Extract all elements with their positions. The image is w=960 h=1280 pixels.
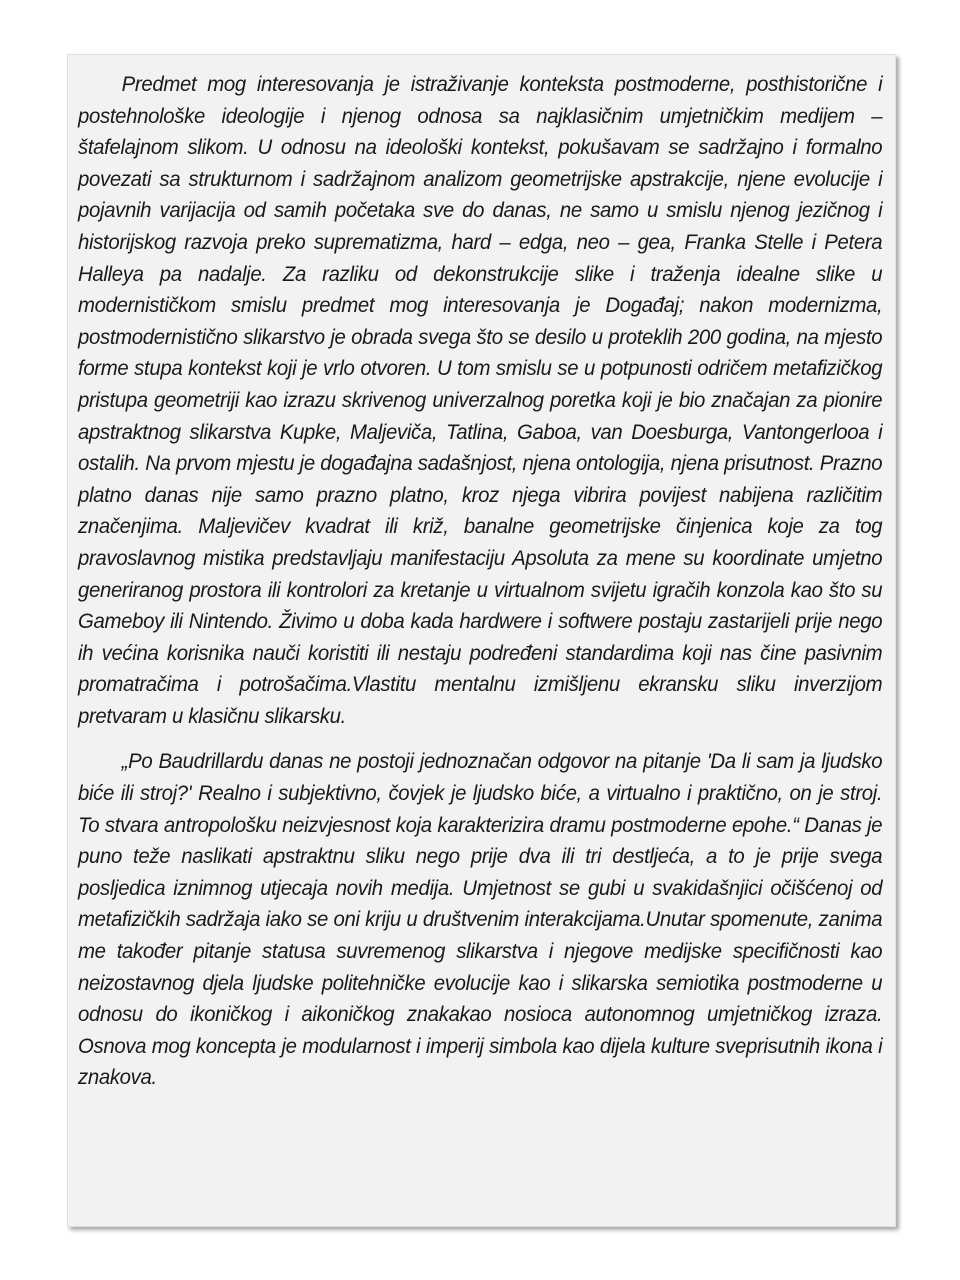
paragraph-1: Predmet mog interesovanja je istraživanje konteksta postmoderne, posthistorične i postehnološke ideologije i njenog odnosa sa najklasičnim umjetničkim medijem – štafelajnom slikom. U odnosu na ideološki kontekst, pokušavam se sadržajno i formalno povezati sa strukturnom i sadržajnom analizom geometrijske apstrakcije, njene evolucije i pojavnih varijacija od samih početaka sve do danas, ne samo u smislu njenog jezičnog i historijskog razvoja preko suprematizma, hard – edga, neo – gea, Franka Stelle i Petera Halleya pa nadalje. Za razliku od dekonstrukcije slike i traženja idealne slike u modernističkom smislu predmet mog interesovanja je Događaj; nakon modernizma, postmodernistično slikarstvo je obrada svega što se desilo u proteklih 200 godina, na mjesto forme stupa kontekst koji je vrlo otvoren. U tom smislu se u potpunosti odričem metafizičkog pristupa geometriji kao izrazu skrivenog univerzalnog poretka koji je bio značajan za pionire apstraktnog slikarstva Kupke, Maljeviča, Tatlina, Gaboa, van Doesburga, Vantongerlooa i ostalih. Na prvom mjestu je događajna sadašnjost, njena ontologija, njena prisutnost. Prazno platno danas nije samo prazno platno, kroz njega vibrira povijest nabijena različitim značenjima. Maljevičev kvadrat ili križ, banalne geometrijske činjenica koje za tog pravoslavnog mistika predstavljaju manifestaciju Apsoluta za mene su koordinate umjetno generiranog prostora ili kontrolori za kretanje u virtualnom svijetu igračih konzola kao što su Gameboy ili Nintendo. Živimo u doba kada hardwere i softwere postaju zastarijeli prije nego ih većina korisnika nauči koristiti ili nestaju podređeni standardima koji nas čine pasivnim promatračima i potrošačima.Vlastitu mentalnu izmišljenu ekransku sliku inverzijom pretvaram u klasičnu slikarsku. [78,73,883,728]
paragraph-2: „Po Baudrillardu danas ne postoji jednoznačan odgovor na pitanje 'Da li sam ja ljudsko biće ili stroj?' Realno i subjektivno, čovjek je ljudsko biće, a virtualno i praktično, on je stroj. To stvara antropološku neizvjesnost koja karakterizira dramu postmoderne epohe.“ Danas je puno teže naslikati apstraktnu sliku nego prije dva ili tri destljeća, a to je prije svega posljedica iznimnog utjecaja novih medija. Umjetnost se gubi u svakidašnjici očišćenoj od metafizičkih sadržaja iako se oni kriju u društvenim interakcijama.Unutar spomenute, zanima me također pitanje statusa suvremenog slikarstva i njegove medijske specifičnosti kao neizostavnog djela ljudske politehničke evolucije kao i slikarska semiotika postmoderne u odnosu do ikoničkog i aikoničkog znakakao nosioca autonomnog umjetničkog izraza. Osnova mog koncepta je modularnost i imperij simbola kao dijela kulture sveprisutnih ikona i znakova. [78,750,883,1090]
text-box [67,54,896,1227]
